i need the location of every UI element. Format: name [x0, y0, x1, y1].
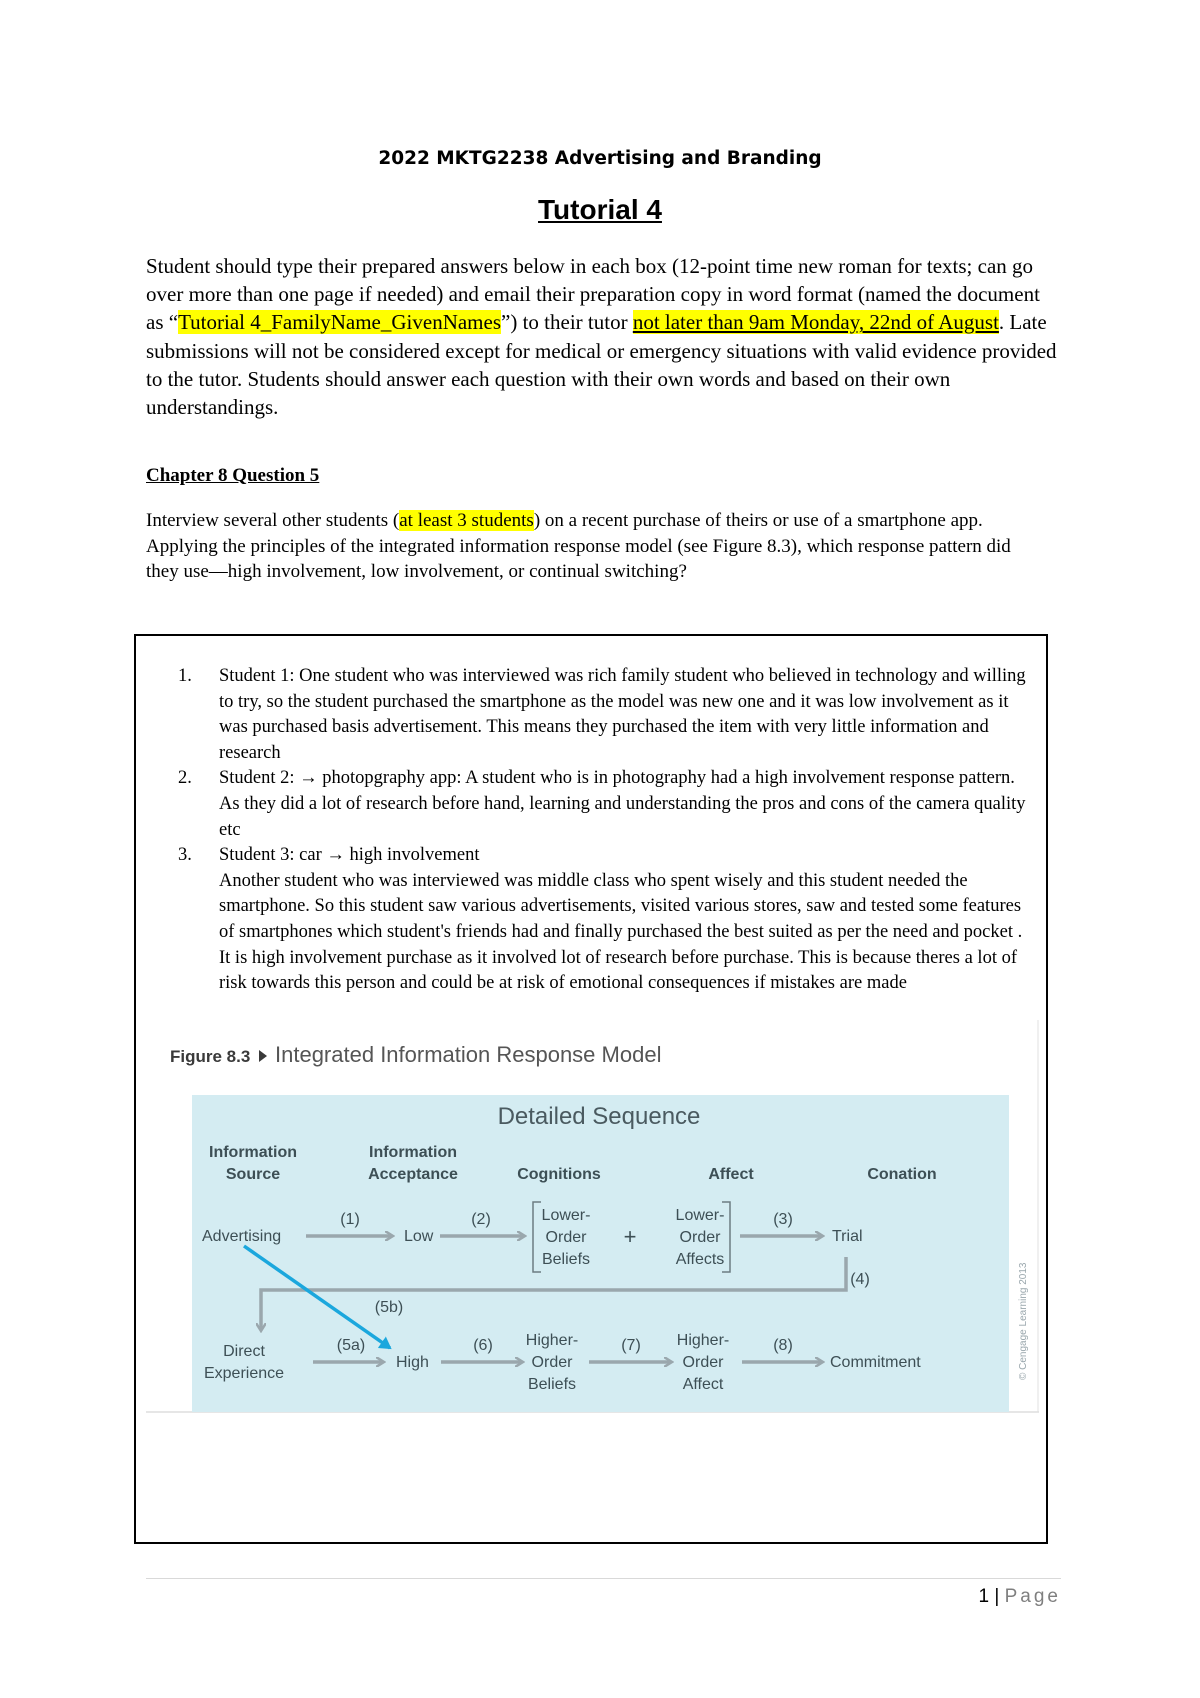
step-label: (3): [773, 1211, 793, 1228]
column-header: Information: [209, 1144, 297, 1161]
node-direct-experience: Direct: [223, 1343, 265, 1360]
step-label: (6): [473, 1337, 493, 1354]
node-lower-order-beliefs: Lower-: [541, 1207, 591, 1224]
footer-separator: |: [994, 1586, 1000, 1607]
instructions-paragraph: [146, 252, 1061, 421]
plus-sign: +: [623, 1224, 637, 1249]
list-item: [178, 843, 1036, 997]
instructions-text-1: Student should type their prepared answers below in each box (12-point time new roman for texts; can go over more than one page if needed) and email their preparation copy in word format (named the document as “: [146, 254, 1040, 335]
node-higher-order-affect: Affect: [682, 1376, 724, 1393]
node-high: High: [396, 1354, 429, 1371]
node-higher-order-beliefs: Beliefs: [527, 1376, 577, 1393]
step-label: (1): [340, 1211, 360, 1228]
node-low: Low: [404, 1228, 434, 1245]
list-number: 3.: [178, 845, 192, 866]
step-label: (7): [621, 1337, 641, 1354]
page-title: Tutorial 4: [538, 194, 662, 225]
list-item: [178, 766, 1036, 843]
deadline-highlight: not later than 9am Monday, 22nd of August: [632, 310, 999, 335]
answer-text-continued: Another student who was interviewed was middle class who spent wisely and this student needed the smartphone. So this student saw various advertisements, visited various stores, saw and tested some features of smartphones which student's friends had and finally purchased the best suited as per the need and pocket . It is high involvement purchase as it involved lot of research before purchase. This is because theres a lot of risk towards this person and could be at risk of emotional consequences if mistakes are made: [219, 870, 1023, 994]
question-text-pre: Interview several other students (: [146, 510, 400, 531]
page-label: Page: [1004, 1586, 1061, 1607]
column-header: Acceptance: [368, 1166, 458, 1183]
figure-integrated-model: [146, 1020, 1039, 1440]
answer-text: Student 1: One student who was interviewed was rich family student who believed in technology and willing to try, so the student purchased the smartphone as the model was new one and it was low involvement as it was purchased basis advertisement. This means they purchased the item with very little information and research: [219, 666, 1026, 763]
node-trial: Trial: [832, 1228, 863, 1245]
step-label: (5b): [374, 1299, 404, 1316]
node-lower-order-affects: Affects: [675, 1251, 725, 1268]
instructions-text-2: ”) to their tutor: [501, 310, 633, 335]
footer-divider: [146, 1578, 1061, 1579]
node-direct-experience: Experience: [203, 1365, 285, 1382]
diagram-subtitle: Detailed Sequence: [497, 1103, 701, 1130]
answer-list: [178, 664, 1036, 997]
question-text-post: ) on a recent purchase of theirs or use of a smartphone app. Applying the principles of the integrated information response model (see Figure 8.3), which response pattern did they use—high involvement, low involvement, or continual switching?: [146, 510, 1011, 582]
question-highlight: at least 3 students: [399, 510, 534, 531]
step-label: (5a): [336, 1337, 366, 1354]
node-higher-order-affect: Order: [682, 1354, 724, 1371]
course-heading: 2022 MKTG2238 Advertising and Branding: [378, 148, 822, 169]
list-number: 2.: [178, 768, 192, 789]
node-lower-order-affects: Lower-: [675, 1207, 725, 1224]
list-item: [178, 664, 1036, 766]
column-header: Source: [225, 1166, 281, 1183]
node-higher-order-beliefs: Order: [531, 1354, 573, 1371]
node-lower-order-beliefs: Beliefs: [541, 1251, 591, 1268]
column-header: Information: [369, 1144, 457, 1161]
answer-text: Student 2: → photopgraphy app: A student who is in photography had a high involvement response pattern. As they did a lot of research before hand, learning and understanding the pros and cons of the camera quality etc: [219, 768, 1026, 840]
column-header: Cognitions: [517, 1166, 601, 1183]
node-higher-order-beliefs: Higher-: [525, 1332, 579, 1349]
column-header: Conation: [867, 1166, 937, 1183]
question-heading: Chapter 8 Question 5: [146, 465, 320, 486]
copyright-note: © Cengage Learning 2013: [1018, 1262, 1029, 1380]
step-label: (8): [773, 1337, 793, 1354]
step-label: (4): [850, 1271, 870, 1288]
figure-label: Figure 8.3: [170, 1047, 251, 1066]
instructions-text-3: . Late submissions will not be considered except for medical or emergency situations with valid evidence provided to the tutor. Students should answer each question with their own words and based on their own understandings.: [146, 310, 1057, 420]
figure-title: Integrated Information Response Model: [275, 1042, 662, 1067]
question-text: [146, 508, 1046, 585]
column-header: Affect: [708, 1166, 754, 1183]
node-lower-order-beliefs: Order: [545, 1229, 587, 1246]
node-lower-order-affects: Order: [679, 1229, 721, 1246]
page-number: 1: [978, 1586, 990, 1607]
page-footer: [0, 1586, 1061, 1608]
node-higher-order-affect: Higher-: [676, 1332, 730, 1349]
step-label: (2): [471, 1211, 491, 1228]
node-advertising: Advertising: [202, 1228, 282, 1245]
node-commitment: Commitment: [830, 1354, 921, 1371]
filename-highlight: Tutorial 4_FamilyName_GivenNames: [178, 310, 502, 335]
list-number: 1.: [178, 666, 192, 686]
answer-text: Student 3: car → high involvement: [219, 845, 480, 866]
